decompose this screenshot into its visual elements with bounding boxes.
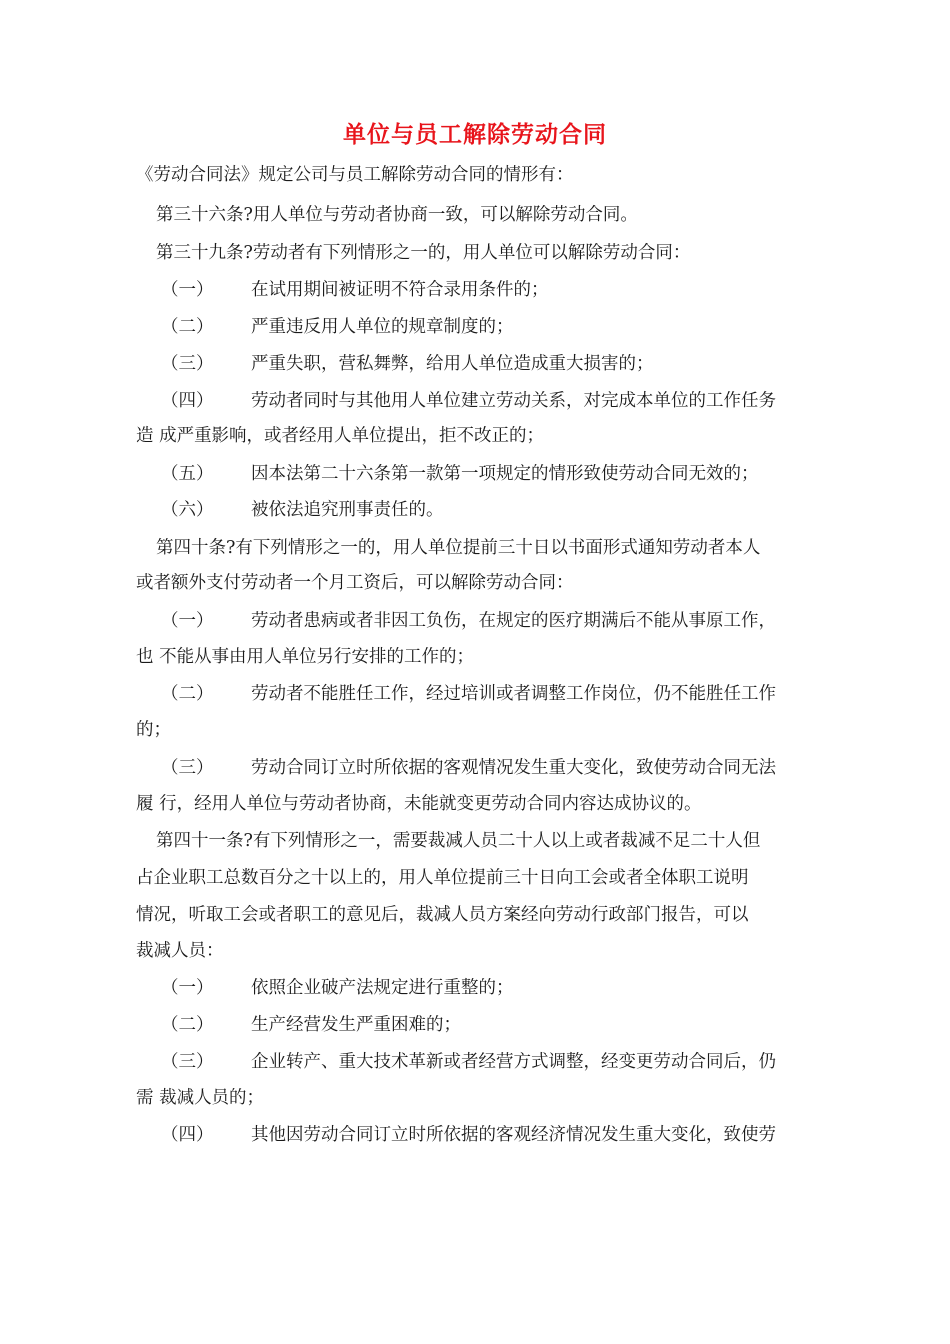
list-item-label: （四） — [161, 1125, 214, 1145]
article-41-heading-cont: 占企业职工总数百分之十以上的，用人单位提前三十日向工会或者全体职工说明 — [136, 868, 749, 888]
list-item-text: 因本法第二十六条第一款第一项规定的情形致使劳动合同无效的； — [251, 464, 759, 484]
list-item-label: （三） — [161, 758, 214, 778]
list-item-text: 其他因劳动合同订立时所依据的客观经济情况发生重大变化，致使劳 — [251, 1125, 776, 1145]
article-40-heading-cont: 或者额外支付劳动者一个月工资后，可以解除劳动合同： — [136, 573, 574, 593]
list-item-label: （一） — [161, 611, 214, 631]
article-41-heading-cont: 情况，听取工会或者职工的意见后，裁减人员方案经向劳动行政部门报告，可以 — [136, 905, 749, 925]
list-item-text: 在试用期间被证明不符合录用条件的； — [251, 280, 549, 300]
list-item-continuation: 的； — [136, 720, 171, 740]
list-item-label: （二） — [161, 1015, 214, 1035]
list-item-continuation: 造 成严重影响，或者经用人单位提出，拒不改正的； — [136, 426, 545, 446]
list-item-continuation: 履 行，经用人单位与劳动者协商，未能就变更劳动合同内容达成协议的。 — [136, 794, 702, 814]
list-item-continuation: 也 不能从事由用人单位另行安排的工作的； — [136, 647, 475, 667]
list-item-label: （一） — [161, 978, 214, 998]
list-item-label: （二） — [161, 317, 214, 337]
list-item-text: 劳动者患病或者非因工负伤，在规定的医疗期满后不能从事原工作， — [251, 611, 776, 631]
document-title: 单位与员工解除劳动合同 — [343, 122, 607, 148]
list-item-label: （三） — [161, 354, 214, 374]
article-41-heading-cont: 裁减人员： — [136, 941, 224, 961]
list-item-label: （六） — [161, 500, 214, 520]
list-item-text: 企业转产、重大技术革新或者经营方式调整，经变更劳动合同后，仍 — [251, 1052, 776, 1072]
article-41-heading: 第四十一条?有下列情形之一，需要裁减人员二十人以上或者裁减不足二十人但 — [156, 831, 761, 851]
list-item-text: 劳动者不能胜任工作，经过培训或者调整工作岗位，仍不能胜任工作 — [251, 684, 776, 704]
list-item-text: 劳动者同时与其他用人单位建立劳动关系，对完成本单位的工作任务 — [251, 391, 776, 411]
list-item-continuation: 需 裁减人员的； — [136, 1088, 265, 1108]
intro-paragraph: 《劳动合同法》规定公司与员工解除劳动合同的情形有： — [136, 165, 574, 185]
article-36: 第三十六条?用人单位与劳动者协商一致，可以解除劳动合同。 — [156, 205, 638, 225]
list-item-label: （五） — [161, 464, 214, 484]
list-item-text: 严重失职，营私舞弊，给用人单位造成重大损害的； — [251, 354, 654, 374]
list-item-text: 生产经营发生严重困难的； — [251, 1015, 461, 1035]
list-item-label: （三） — [161, 1052, 214, 1072]
list-item-text: 劳动合同订立时所依据的客观情况发生重大变化，致使劳动合同无法 — [251, 758, 776, 778]
article-39-heading: 第三十九条?劳动者有下列情形之一的，用人单位可以解除劳动合同： — [156, 243, 691, 263]
list-item-text: 依照企业破产法规定进行重整的； — [251, 978, 514, 998]
list-item-label: （一） — [161, 280, 214, 300]
list-item-label: （四） — [161, 391, 214, 411]
article-40-heading: 第四十条?有下列情形之一的，用人单位提前三十日以书面形式通知劳动者本人 — [156, 538, 761, 558]
list-item-text: 被依法追究刑事责任的。 — [251, 500, 444, 520]
list-item-label: （二） — [161, 684, 214, 704]
list-item-text: 严重违反用人单位的规章制度的； — [251, 317, 514, 337]
